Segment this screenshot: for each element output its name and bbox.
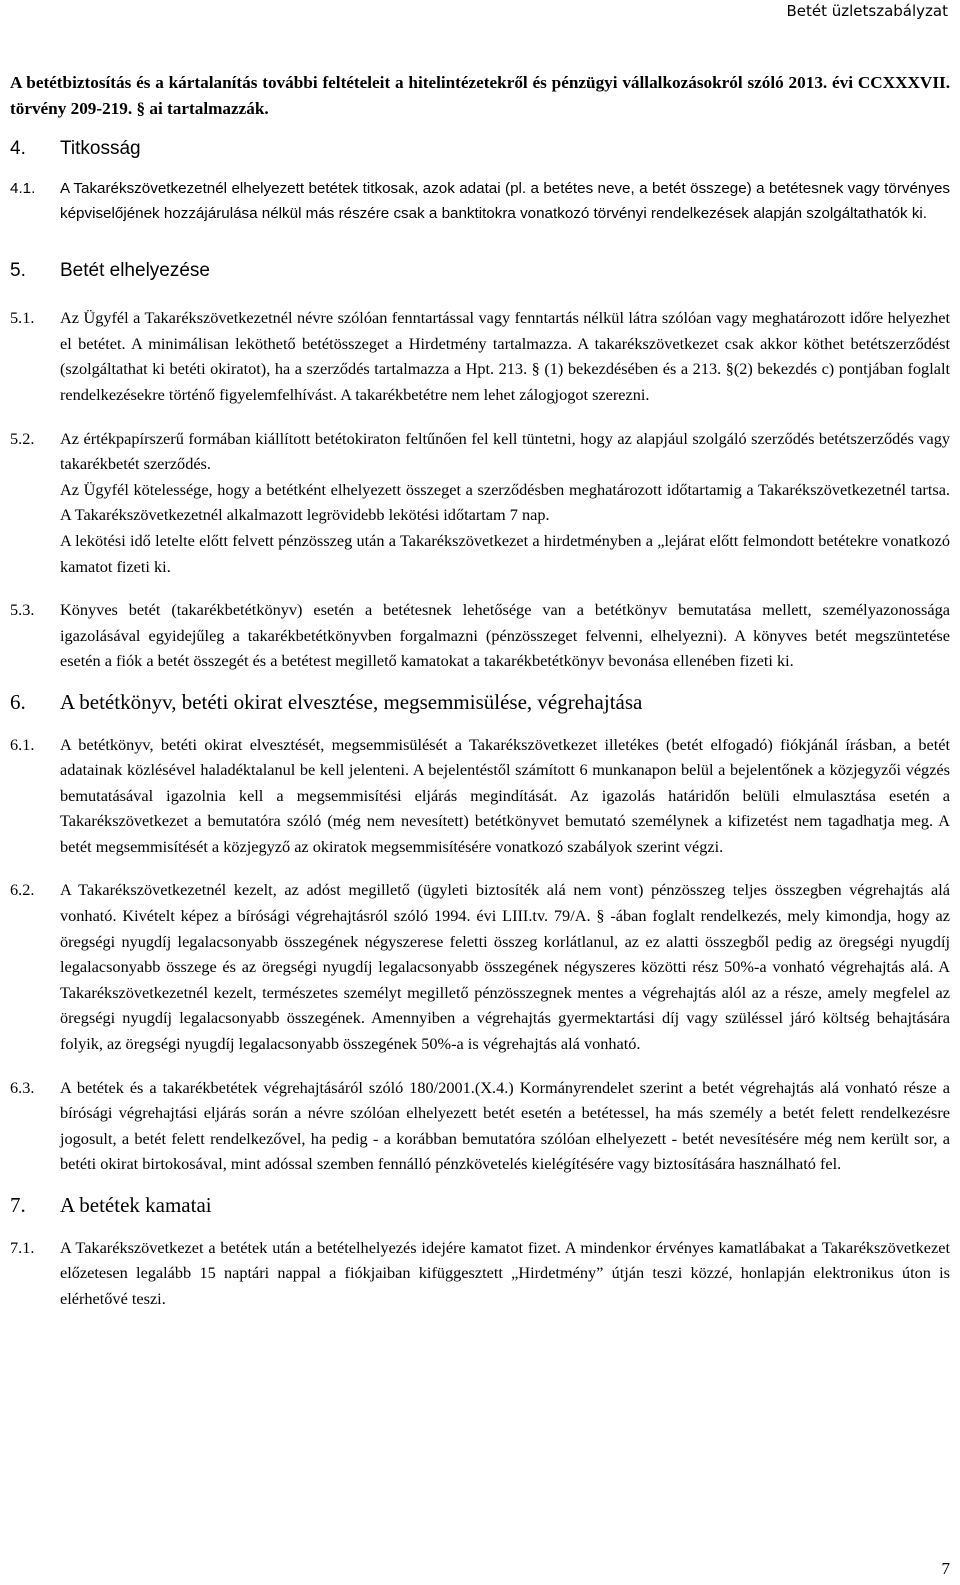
paragraph-7-1 [10,1235,950,1312]
section-number: 5. [10,259,26,281]
paragraph-number: 5.1. [10,308,35,328]
paragraph-text: A betétkönyv, betéti okirat elvesztését, megsemmisülését a Takarékszövetkezet illetékes (betét elfogadó) fiókjánál írásban, a betét adatainak közlésével haladéktalanul be kell jelenteni. A bejelentéstől számított 6 munkanapon belül a bejelentőnek a közjegyzői végzés bemutatásával igazolnia kell a megsemmisítési eljárás megindítását. Az igazolás határidőn belüli elmulasztása esetén a Takarékszövetkezet a bemutatóra szóló (még nem nevesített) betétkönyvet bemutató személynek a kifizetést nem tagadhatja meg. A betét megsemmisítését a közjegyző az okiratok megsemmisítésére vonatkozó szabályok szerint végzi. [60,734,950,856]
paragraph-6-1 [10,732,950,860]
intro-paragraph: A betétbiztosítás és a kártalanítás további feltételeit a hitelintézetekről és pénzügyi vállalkozásokról szóló 2013. évi CCXXXVII. törvény 209-219. § ai tartalmazzák. [10,73,950,118]
paragraph-5-3 [10,597,950,674]
paragraph-5-1 [10,305,950,407]
running-header: Betét üzletszabályzat [786,2,948,20]
paragraph-text: Az értékpapírszerű formában kiállított betétokiraton feltűnően fel kell tüntetni, hogy az alapjául szolgáló szerződés betétszerződés vagy takarékbetét szerződés. [60,428,950,474]
section-number: 7. [10,1193,26,1217]
section-number: 6. [10,689,26,714]
paragraph-number: 5.2. [10,428,35,448]
paragraph-number: 6.2. [10,880,35,900]
document-body [10,70,950,1311]
paragraph-number: 7.1. [10,1237,35,1257]
paragraph-number: 6.1. [10,734,35,754]
section-6-heading [10,690,950,716]
section-4-heading [10,136,950,162]
paragraph-text: A Takarékszövetkezetnél kezelt, az adóst megillető (ügyleti biztosíték alá nem vont) pénzösszeg teljes összegben végrehajtás alá vonható. Kivételt képez a bírósági végrehajtásról szóló 1994. évi LIII.tv. 79/A. § -ában foglalt rendelkezés, mely kimondja, hogy az öregségi nyugdíj legalacsonyabb összegének négyszerese feletti összeg korlátlanul, az ez alatti összegből pedig az öregségi nyugdíj legalacsonyabb összege és az öregségi nyugdíj legalacsonyabb összegének négyszeres közötti rész 50%-a vonható végrehajtás alá. A Takarékszövetkezetnél kezelt, természetes személyt megillető pénzösszegnek mentes a végrehajtás alól az a része, amely megfelel az öregségi nyugdíj legalacsonyabb összegének. Amennyiben a végrehajtás gyermektartási díj vagy szüléssel járó költség behajtására folyik, az öregségi nyugdíj legalacsonyabb összegének 50%-a is végrehajtás alá vonható. [60,880,950,1054]
paragraph-text: Könyves betét (takarékbetétkönyv) esetén a betétesnek lehetősége van a betétkönyv bemutatása mellett, személyazonossága igazolásával egyidejűleg a takarékbetétkönyvben forgalmazni (pénzösszeget felvenni, elhelyezni). A könyves betét megszüntetése esetén a fiók a betét összegét és a betétest megillető kamatokat a takarékbetétkönyv bevonása ellenében fizeti ki. [60,600,950,671]
paragraph-text: Az Ügyfél a Takarékszövetkezetnél névre szólóan fenntartással vagy fenntartás nélkül látra szólóan vagy meghatározott időre helyezhet el betétet. A minimálisan leköthető betétösszeget a Hirdetmény tartalmazza. A takarékszövetkezet csak akkor köthet betétszerződést (szolgáltathat ki betéti okiratot), ha a szerződés tartalmazza a Hpt. 213. § (1) bekezdésében és a 213. §(2) bekezdés c) pontjában foglalt rendelkezésekre történő figyelemfelhívást. A takarékbetétre nem lehet zálogjogot szerezni. [60,308,950,404]
section-title: Betét elhelyezése [60,259,210,281]
paragraph-4-1 [10,176,950,226]
section-5-heading [10,258,950,284]
paragraph-text: A Takarékszövetkezetnél elhelyezett betétek titkosak, azok adatai (pl. a betétes neve, a betét összege) a betétesnek vagy törvényes képviselőjének hozzájárulása nélkül más részére csak a banktitokra vonatkozó törvényi rendelkezések alapján szolgáltathatók ki. [60,179,950,222]
section-7-heading [10,1193,950,1219]
paragraph-6-3 [10,1075,950,1177]
section-title: A betétkönyv, betéti okirat elvesztése, megsemmisülése, végrehajtása [60,689,643,714]
paragraph-number: 4.1. [10,179,36,197]
page-number: 7 [941,1559,950,1578]
section-title: Titkosság [60,138,141,159]
paragraph-6-2 [10,877,950,1056]
paragraph-text: A lekötési idő letelte előtt felvett pénzösszeg után a Takarékszövetkezet a hirdetményben a „lejárat előtt felmondott betétekre vonatkozó kamatot fizeti ki. [60,530,950,576]
paragraph-5-2 [10,426,950,580]
paragraph-body [60,426,950,580]
paragraph-text: A Takarékszövetkezet a betétek után a betételhelyezés idejére kamatot fizet. A mindenkor érvényes kamatlábakat a Takarékszövetkezet előzetesen legalább 15 naptári nappal a fiókjaiban kifüggesztett „Hirdetmény” útján teszi közzé, honlapján elektronikus úton is elérhetővé teszi. [60,1237,950,1308]
section-title: A betétek kamatai [60,1193,212,1217]
paragraph-number: 5.3. [10,600,35,620]
paragraph-text: A betétek és a takarékbetétek végrehajtásáról szóló 180/2001.(X.4.) Kormányrendelet szerint a betét végrehajtás alá vonható része a bírósági végrehajtási eljárás során a névre szólóan elhelyezett betét esetén a betétessel, ha más személy a betét felett rendelkezésre jogosult, a betét felett rendelkezővel, ha pedig - a korábban bemutatóra szólóan elhelyezett - betét nevesítésére még nem került sor, a betéti okirat birtokosával, mint adóssal szemben fennálló pénzkövetelés kielégítésére vagy biztosítására használható fel. [60,1077,950,1174]
paragraph-number: 6.3. [10,1077,35,1097]
section-number: 4. [10,138,26,159]
paragraph-text: Az Ügyfél kötelessége, hogy a betétként elhelyezett összeget a szerződésben meghatározott időtartamig a Takarékszövetkezetnél tartsa. A Takarékszövetkezetnél alkalmazott legrövidebb lekötési időtartam 7 nap. [60,479,950,525]
